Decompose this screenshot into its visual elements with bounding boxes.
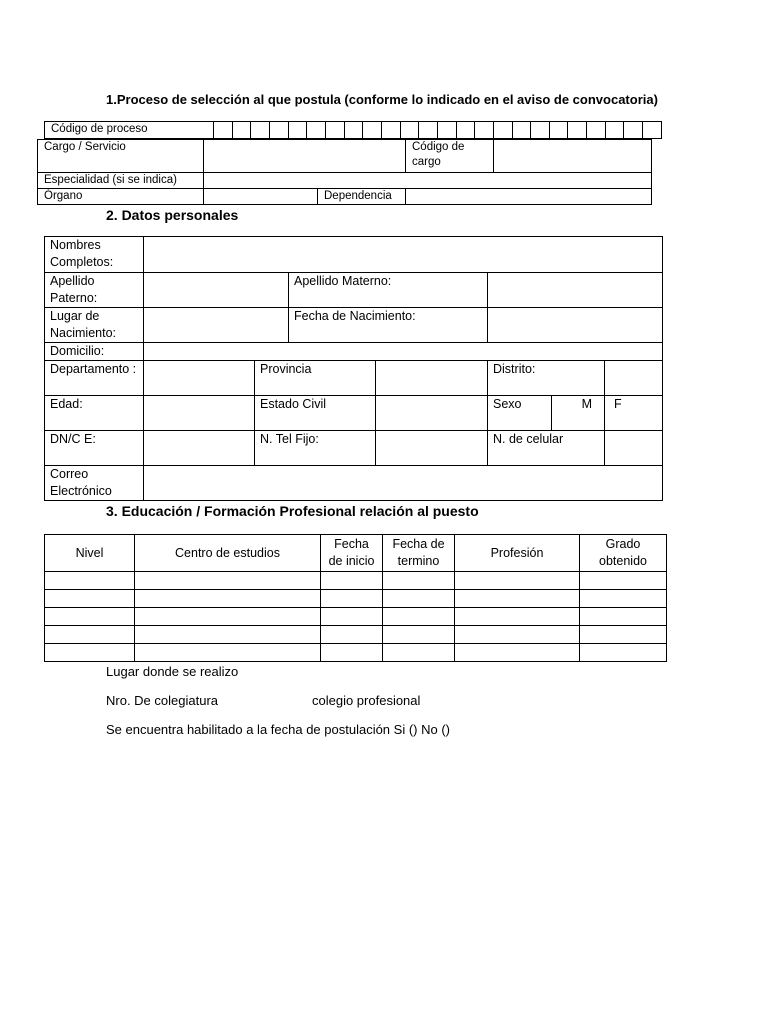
table-cell[interactable] [45,590,135,608]
table-row [45,626,667,644]
departamento-field[interactable] [144,361,255,396]
tel-fijo-field[interactable] [376,431,488,466]
lugar-nacimiento-label: Lugar de Nacimiento: [45,308,144,343]
codigo-proceso-table [44,121,662,139]
table-cell[interactable] [383,644,455,662]
code-box[interactable] [531,122,550,139]
nombres-field[interactable] [144,237,663,273]
table-cell[interactable] [45,626,135,644]
code-box[interactable] [307,122,326,139]
table-cell[interactable] [321,644,383,662]
cargo-table [37,139,652,205]
edad-field[interactable] [144,396,255,431]
distrito-label: Distrito: [488,361,605,396]
organo-field[interactable] [204,189,318,205]
estado-civil-field[interactable] [376,396,488,431]
fecha-nacimiento-label: Fecha de Nacimiento: [289,308,488,343]
table-cell[interactable] [580,626,667,644]
table-cell[interactable] [580,590,667,608]
code-box[interactable] [624,122,643,139]
lugar-nacimiento-field[interactable] [144,308,289,343]
code-box[interactable] [288,122,307,139]
dependencia-field[interactable] [406,189,652,205]
apellido-materno-field[interactable] [488,273,663,308]
code-box[interactable] [419,122,438,139]
code-box[interactable] [605,122,624,139]
section2-title: 2. Datos personales [106,207,239,223]
colegio-profesional-text: colegio profesional [312,693,421,708]
table-cell[interactable] [135,572,321,590]
code-box[interactable] [643,122,662,139]
table-cell[interactable] [580,608,667,626]
departamento-label: Departamento : [45,361,144,396]
cargo-servicio-field[interactable] [204,140,406,173]
edad-label: Edad: [45,396,144,431]
table-row [45,608,667,626]
estado-civil-label: Estado Civil [255,396,376,431]
celular-label: N. de celular [488,431,605,466]
code-box[interactable] [568,122,587,139]
table-cell[interactable] [135,590,321,608]
table-cell[interactable] [455,626,580,644]
code-box[interactable] [232,122,251,139]
table-cell[interactable] [455,644,580,662]
organo-label: Órgano [38,189,204,205]
dependencia-label: Dependencia [318,189,406,205]
sexo-m-option[interactable]: M [552,396,605,431]
correo-field[interactable] [144,466,663,501]
code-box[interactable] [512,122,531,139]
table-cell[interactable] [455,572,580,590]
fecha-nacimiento-field[interactable] [488,308,663,343]
header-nivel: Nivel [45,535,135,572]
code-box[interactable] [381,122,400,139]
code-box[interactable] [251,122,270,139]
table-cell[interactable] [383,608,455,626]
apellido-paterno-field[interactable] [144,273,289,308]
header-fecha-inicio: Fecha de inicio [321,535,383,572]
table-cell[interactable] [383,572,455,590]
tel-fijo-label: N. Tel Fijo: [255,431,376,466]
codigo-proceso-label: Código de proceso [45,122,214,139]
especialidad-label: Especialidad (si se indica) [38,173,204,189]
code-box[interactable] [363,122,382,139]
correo-label: Correo Electrónico [45,466,144,501]
code-box[interactable] [493,122,512,139]
code-box[interactable] [269,122,288,139]
table-cell[interactable] [135,608,321,626]
sexo-f-option[interactable]: F [605,396,663,431]
sexo-label: Sexo [488,396,552,431]
section1-title: 1.Proceso de selección al que postula (conforme lo indicado en el aviso de convocatoria) [106,92,658,107]
code-box[interactable] [344,122,363,139]
nombres-label: Nombres Completos: [45,237,144,273]
table-cell[interactable] [135,626,321,644]
colegiatura-text: Nro. De colegiatura [106,693,218,708]
table-row [45,590,667,608]
distrito-field[interactable] [605,361,663,396]
apellido-materno-label: Apellido Materno: [289,273,488,308]
table-cell[interactable] [383,590,455,608]
header-fecha-termino: Fecha de termino [383,535,455,572]
dni-label: DN/C E: [45,431,144,466]
codigo-cargo-label: Código de cargo [406,140,494,173]
table-cell[interactable] [321,590,383,608]
habilitado-text: Se encuentra habilitado a la fecha de postulación Si () No () [106,722,450,737]
domicilio-label: Domicilio: [45,343,144,361]
section3-title: 3. Educación / Formación Profesional relación al puesto [106,503,479,519]
provincia-label: Provincia [255,361,376,396]
table-cell[interactable] [383,626,455,644]
cargo-servicio-label: Cargo / Servicio [38,140,204,173]
code-box[interactable] [456,122,475,139]
table-cell[interactable] [455,608,580,626]
table-cell[interactable] [45,572,135,590]
code-box[interactable] [549,122,568,139]
educacion-table [44,534,667,662]
code-box[interactable] [475,122,494,139]
code-box[interactable] [214,122,233,139]
table-cell[interactable] [321,626,383,644]
table-cell[interactable] [580,572,667,590]
code-box[interactable] [437,122,456,139]
table-cell[interactable] [580,644,667,662]
table-cell[interactable] [135,644,321,662]
header-centro-estudios: Centro de estudios [135,535,321,572]
table-cell[interactable] [321,608,383,626]
apellido-paterno-label: Apellido Paterno: [45,273,144,308]
dni-field[interactable] [144,431,255,466]
header-grado-obtenido: Grado obtenido [580,535,667,572]
datos-personales-table [44,236,663,501]
table-row [45,572,667,590]
codigo-cargo-field[interactable] [494,140,652,173]
table-cell[interactable] [45,644,135,662]
celular-field[interactable] [605,431,663,466]
provincia-field[interactable] [376,361,488,396]
lugar-realizo-text: Lugar donde se realizo [106,664,239,679]
table-cell[interactable] [455,590,580,608]
header-profesion: Profesión [455,535,580,572]
code-box[interactable] [587,122,606,139]
code-box[interactable] [400,122,419,139]
especialidad-field[interactable] [204,173,652,189]
table-cell[interactable] [321,572,383,590]
table-row [45,644,667,662]
code-box[interactable] [325,122,344,139]
domicilio-field[interactable] [144,343,663,361]
table-cell[interactable] [45,608,135,626]
